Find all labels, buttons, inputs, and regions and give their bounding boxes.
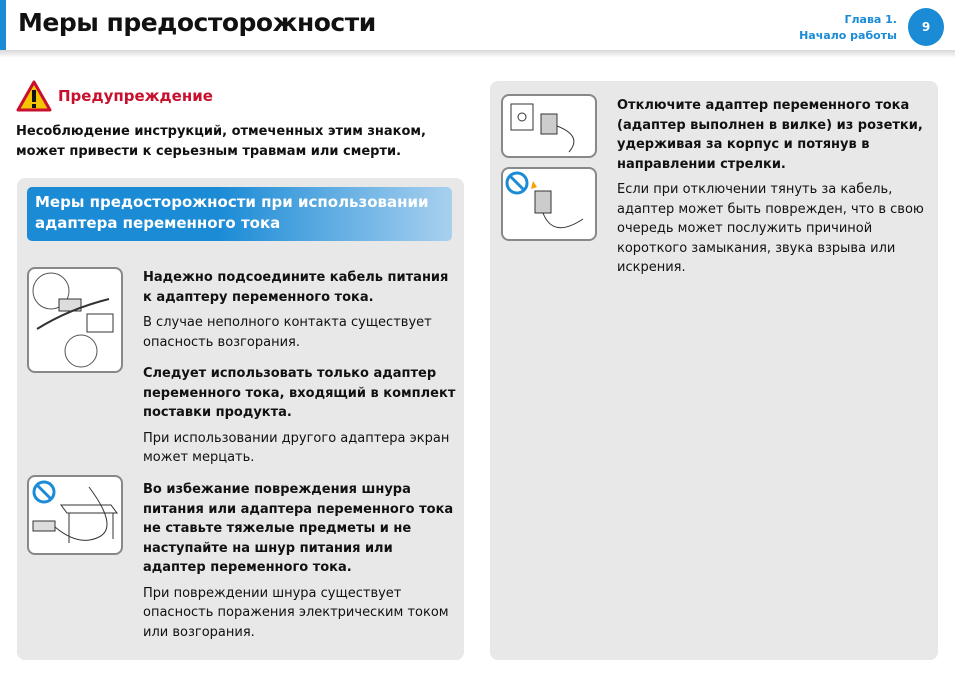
item-3-heading: Отключите адаптер переменного тока (адаптер выполнен в вилке) из розетки, удерживая за корпус и потянув в направлении стрелки. [617,98,923,172]
warning-description: Несоблюдение инструкций, отмеченных этим знаком, может привести к серьезным травмам или смерти. [16,124,426,159]
illustration-unplug-wrong [501,167,597,241]
header-accent [0,0,6,52]
unplug-adapter-icon [503,96,595,156]
item-1-body: В случае неполного контакта существует опасность возгорания. [143,315,432,350]
warning-heading [16,80,213,112]
header-divider [0,50,955,58]
table-on-cord-icon [29,477,121,553]
warning-icon [16,80,52,112]
illustration-adapter-connect [27,267,123,373]
illustration-cord-damage [27,475,123,555]
chapter-label [799,12,897,44]
illustration-unplug-correct [501,94,597,158]
chapter-name: Начало работы [799,29,897,42]
item-3-text [617,96,932,284]
item-1b-body: При использовании другого адаптера экран может мерцать. [143,430,450,465]
item-2-text [143,480,458,648]
adapter-cable-icon [29,269,121,371]
page-number: 9 [908,8,944,46]
page-title: Меры предосторожности [18,8,376,37]
section-title: Меры предосторожности при использовании адаптера переменного тока [27,187,452,241]
item-2-heading: Во избежание повреждения шнура питания или адаптера переменного тока не ставьте тяжелые предметы и не наступайте на шнур питания или адаптер переменного тока. [143,482,454,575]
pull-cable-prohibited-icon [503,169,595,239]
item-1b-heading: Следует использовать только адаптер переменного тока, входящий в комплект поставки продукта. [143,366,456,420]
warning-label: Предупреждение [58,87,213,105]
item-3-body: Если при отключении тянуть за кабель, адаптер может быть поврежден, что в свою очередь может послужить причиной короткого замыкания, звука взрыва или искрения. [617,182,924,275]
item-1-heading: Надежно подсоедините кабель питания к адаптеру переменного тока. [143,270,449,305]
item-1-text [143,268,458,474]
chapter-number: Глава 1. [844,13,897,26]
item-2-body: При повреждении шнура существует опасность поражения электрическим током или возгорания. [143,585,449,640]
